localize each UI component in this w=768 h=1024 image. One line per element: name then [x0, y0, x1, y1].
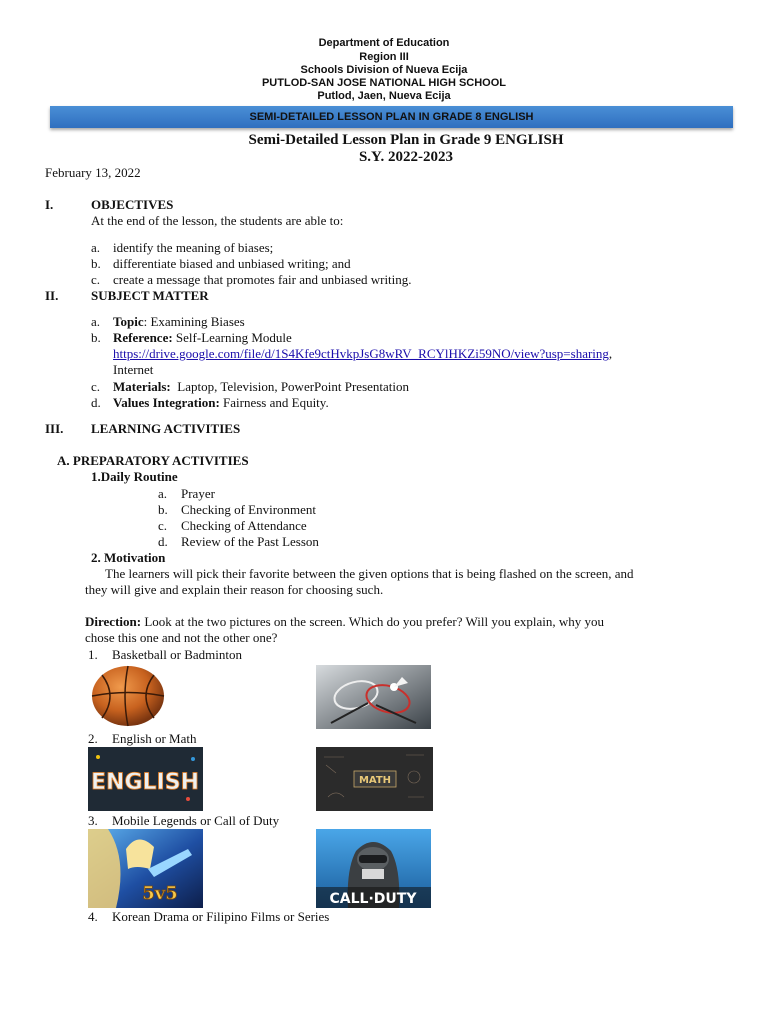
routine-item: Checking of Environment	[181, 502, 317, 517]
reference-link-line	[113, 346, 612, 362]
option-text: Korean Drama or Filipino Films or Series	[112, 909, 330, 924]
materials-value: Laptop, Television, PowerPoint Presentation	[170, 379, 410, 394]
learning-activities-number: III.	[45, 421, 64, 436]
subject-matter-heading: SUBJECT MATTER	[91, 288, 209, 303]
topic-value: Examining Biases	[150, 314, 245, 329]
routine-letter: a.	[158, 486, 168, 501]
preparatory-heading: A. PREPARATORY ACTIVITIES	[57, 453, 249, 468]
routine-letter: c.	[158, 518, 168, 533]
routine-item: Checking of Attendance	[181, 518, 307, 533]
objective-letter: a.	[91, 240, 101, 255]
objectives-heading: OBJECTIVES	[91, 197, 174, 212]
reference-value: Self-Learning Module	[172, 330, 292, 345]
lesson-plan-banner: SEMI-DETAILED LESSON PLAN IN GRADE 8 ENGLISH	[50, 106, 733, 128]
option-number: 4.	[88, 909, 98, 924]
option-number: 2.	[88, 731, 98, 746]
values-label: Values Integration:	[113, 395, 220, 410]
document-title: Semi-Detailed Lesson Plan in Grade 9 ENGLISH	[248, 132, 564, 148]
english-image-text: ENGLISH	[91, 770, 199, 795]
header-region: Region III	[359, 51, 409, 63]
header-school: PUTLOD-SAN JOSE NATIONAL HIGH SCHOOL	[261, 77, 507, 89]
direction-line-1	[85, 614, 604, 630]
objective-item: identify the meaning of biases;	[113, 240, 274, 255]
materials-label: Materials:	[113, 379, 171, 394]
reference-extra: Internet	[113, 362, 154, 377]
objectives-intro: At the end of the lesson, the students are able to:	[91, 213, 344, 228]
routine-letter: d.	[158, 534, 168, 549]
school-year: S.Y. 2022-2023	[358, 149, 454, 165]
routine-letter: b.	[158, 502, 168, 517]
routine-item: Review of the Past Lesson	[181, 534, 319, 549]
math-image-text: MATH	[358, 775, 392, 786]
motivation-heading: 2. Motivation	[91, 550, 166, 565]
objective-letter: b.	[91, 256, 101, 271]
call-of-duty-image-text: CALL·DUTY	[329, 891, 417, 907]
objective-item: create a message that promotes fair and unbiased writing.	[113, 272, 412, 287]
call-of-duty-image	[316, 829, 431, 908]
direction-text: Look at the two pictures on the screen. Which do you prefer? Will you explain, why you	[141, 614, 604, 629]
routine-item: Prayer	[181, 486, 215, 501]
daily-routine-heading: 1.Daily Routine	[91, 469, 178, 484]
math-image	[316, 747, 433, 811]
values-line	[113, 395, 329, 411]
learning-activities-heading: LEARNING ACTIVITIES	[91, 421, 241, 436]
header-division: Schools Division of Nueva Ecija	[300, 64, 468, 76]
header-address: Putlod, Jaen, Nueva Ecija	[317, 90, 451, 102]
option-text: Mobile Legends or Call of Duty	[112, 813, 280, 828]
topic-separator: :	[143, 314, 151, 329]
mobile-legends-image-text: 5v5	[142, 883, 178, 904]
topic-letter: a.	[91, 314, 101, 329]
topic-label: Topic	[113, 314, 144, 329]
direction-line-2: chose this one and not the other one?	[85, 630, 278, 645]
objective-letter: c.	[91, 272, 101, 287]
objective-item: differentiate biased and unbiased writing; and	[113, 256, 351, 271]
values-value: Fairness and Equity.	[219, 395, 329, 410]
english-image	[88, 747, 203, 811]
reference-line	[113, 330, 292, 346]
option-number: 3.	[88, 813, 98, 828]
materials-letter: c.	[91, 379, 101, 394]
lesson-date: February 13, 2022	[45, 165, 141, 180]
option-text: Basketball or Badminton	[112, 647, 242, 662]
basketball-image	[88, 663, 168, 729]
motivation-text-line-2: they will give and explain their reason for choosing such.	[85, 582, 384, 597]
reference-link-comma: ,	[608, 346, 613, 361]
values-letter: d.	[91, 395, 101, 410]
option-text: English or Math	[112, 731, 197, 746]
reference-letter: b.	[91, 330, 101, 345]
reference-link[interactable]: https://drive.google.com/file/d/1S4Kfe9ctHvkpJsG8wRV_RCYlHKZi59NO/view?usp=sharing	[113, 346, 609, 361]
motivation-text-line-1: The learners will pick their favorite between the given options that is being flashed on the screen, and	[105, 566, 634, 581]
mobile-legends-image	[88, 829, 203, 908]
header-department: Department of Education	[318, 37, 450, 49]
badminton-image	[316, 665, 431, 729]
direction-label: Direction:	[85, 614, 142, 629]
objectives-number: I.	[45, 197, 54, 212]
materials-line	[113, 379, 409, 395]
topic-line	[113, 314, 245, 330]
option-number: 1.	[88, 647, 98, 662]
subject-matter-number: II.	[45, 288, 59, 303]
reference-label: Reference:	[113, 330, 173, 345]
